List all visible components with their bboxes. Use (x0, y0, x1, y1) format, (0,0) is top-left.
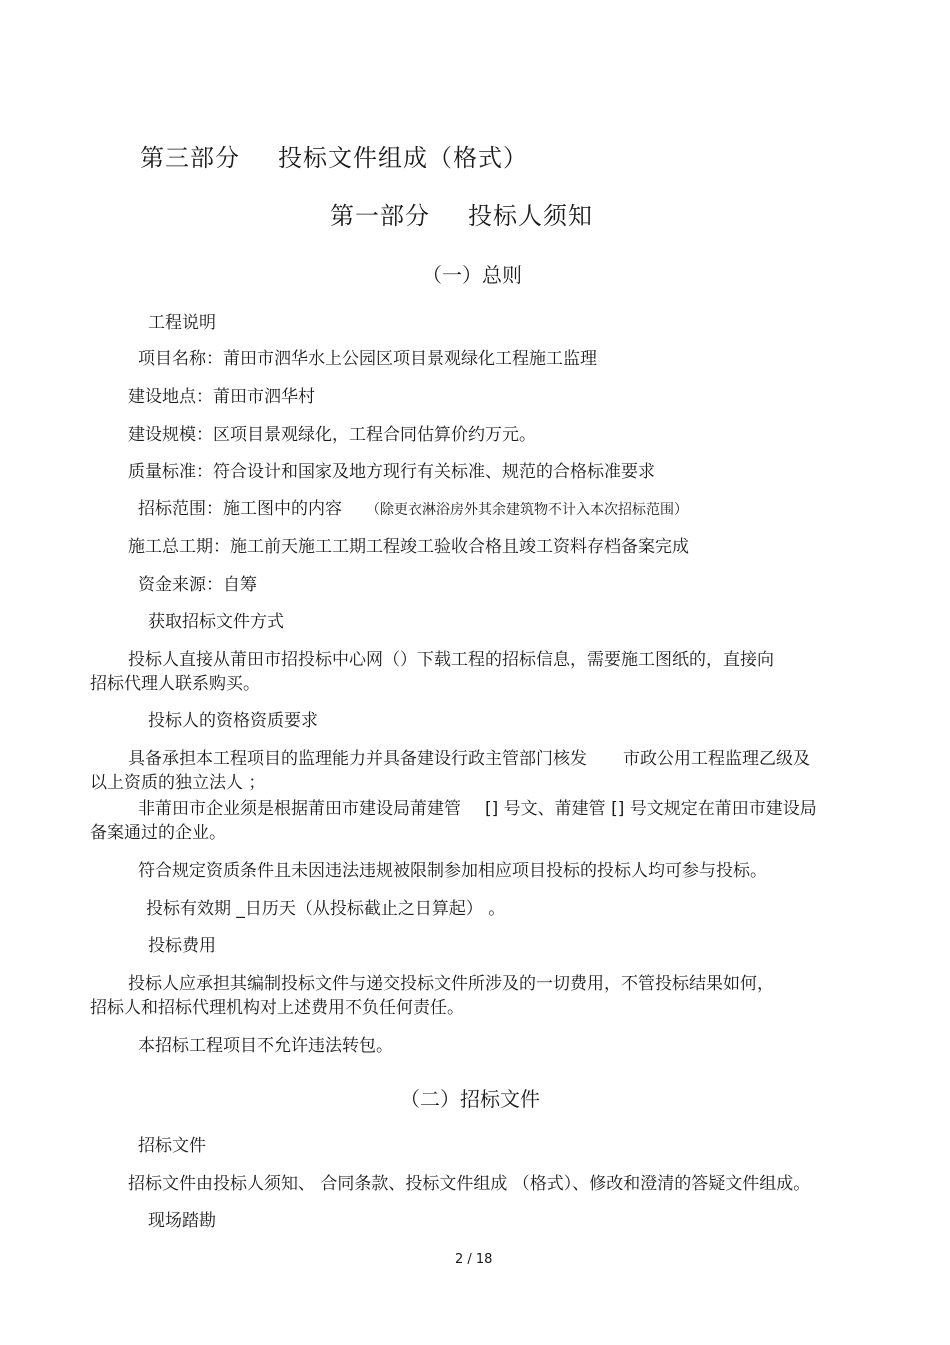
tender-scope-note: （除更衣淋浴房外其余建筑物不计入本次招标范围） (366, 502, 688, 518)
qualification-2-a: 非莆田市企业须是根据莆田市建设局莆建管 (138, 799, 461, 819)
part3-title-b: 投标文件组成（格式） (278, 144, 528, 172)
qualification-2-line2: 备案通过的企业。 (90, 823, 226, 843)
fee-text-line1: 投标人应承担其编制投标文件与递交投标文件所涉及的一切费用，不管投标结果如何， (128, 974, 774, 994)
quality-standard: 质量标准：符合设计和国家及地方现行有关标准、规范的合格标准要求 (128, 462, 655, 482)
docs-text: 招标文件由投标人须知、 合同条款、投标文件组成 （格式）、修改和澄清的答疑文件组成。 (128, 1174, 811, 1194)
obtain-text-line1: 投标人直接从莆田市招投标中心网（）下载工程的招标信息，需要施工图纸的，直接向 (128, 650, 774, 670)
tender-scope (138, 498, 688, 521)
part3-title (140, 138, 528, 173)
qualification-heading: 投标人的资格资质要求 (148, 711, 318, 731)
bid-validity: 投标有效期 _日历天（从投标截止之日算起） 。 (146, 899, 506, 919)
section1-heading: （一）总则 (422, 263, 522, 287)
qualification-1-line1 (128, 748, 810, 770)
part1-title-b: 投标人须知 (468, 202, 593, 230)
obtain-text-line2: 招标代理人联系购买。 (90, 674, 260, 694)
qualification-2-line1 (138, 798, 817, 820)
qualification-2-b: [] 号文、莆建管 [] 号文规定在莆田市建设局 (485, 799, 817, 819)
tender-scope-main: 招标范围：施工图中的内容 (138, 499, 342, 519)
qualification-1-b: 市政公用工程监理乙级及 (623, 749, 810, 769)
page-number: 2 / 18 (455, 1252, 493, 1267)
part3-title-a: 第三部分 (140, 144, 240, 172)
fee-heading: 投标费用 (148, 936, 216, 956)
fee-text-line2: 招标人和招标代理机构对上述费用不负任何责任。 (90, 998, 464, 1018)
project-name: 项目名称：莆田市泗华水上公园区项目景观绿化工程施工监理 (138, 349, 597, 369)
qualification-1-a: 具备承担本工程项目的监理能力并具备建设行政主管部门核发 (128, 749, 587, 769)
qualification-3: 符合规定资质条件且未因违法违规被限制参加相应项目投标的投标人均可参与投标。 (138, 861, 767, 881)
construction-scale: 建设规模：区项目景观绿化，工程合同估算价约万元。 (128, 425, 536, 445)
part1-title (330, 196, 593, 231)
no-subcontract: 本招标工程项目不允许违法转包。 (138, 1036, 393, 1056)
docs-heading: 招标文件 (138, 1136, 206, 1156)
section2-heading: （二）招标文件 (400, 1087, 540, 1111)
total-duration: 施工总工期：施工前天施工工期工程竣工验收合格且竣工资料存档备案完成 (128, 537, 689, 557)
qualification-1-line2: 以上资质的独立法人 ； (90, 773, 266, 793)
site-visit-heading: 现场踏勘 (148, 1211, 216, 1231)
funding-source: 资金来源：自筹 (138, 575, 257, 595)
project-info-heading: 工程说明 (148, 313, 216, 333)
part1-title-a: 第一部分 (330, 202, 430, 230)
site-location: 建设地点：莆田市泗华村 (128, 387, 315, 407)
obtain-heading: 获取招标文件方式 (148, 612, 284, 632)
